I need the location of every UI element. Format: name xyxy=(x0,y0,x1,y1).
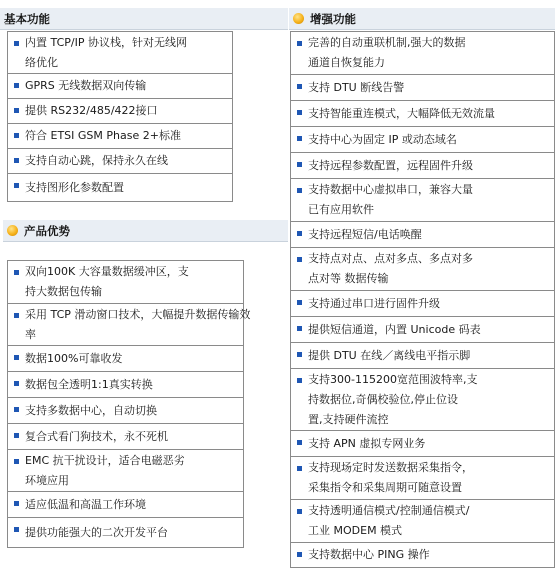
basic-section-title xyxy=(0,8,288,30)
bullet-icon xyxy=(297,41,302,46)
bullet-icon xyxy=(297,552,302,557)
bullet-icon xyxy=(297,110,302,115)
bullet-icon xyxy=(297,300,302,305)
list-item xyxy=(8,261,243,304)
list-item-text: 符合 ETSI GSM Phase 2+标准 xyxy=(25,129,181,142)
list-item-text: 提供短信通道，内置 Unicode 码表 xyxy=(308,322,481,336)
list-item xyxy=(8,518,243,547)
list-item-text: 提供 RS232/485/422接口 xyxy=(25,104,158,117)
list-item-text: 完善的自动重联机制,强大的数据 通道自恢复能力 xyxy=(308,36,466,69)
list-item-text: 支持多数据中心，自动切换 xyxy=(25,403,157,417)
bullet-icon xyxy=(297,257,302,262)
list-item-text: 数据100%可靠收发 xyxy=(25,351,123,365)
list-item xyxy=(8,304,251,346)
list-item-text: 支持数据中心虚拟串口，兼容大量 已有应用软件 xyxy=(308,183,473,216)
list-item xyxy=(291,369,554,431)
bullet-icon xyxy=(14,183,19,188)
bullet-icon xyxy=(297,509,302,514)
list-item xyxy=(8,450,243,492)
list-item xyxy=(8,74,232,99)
list-item xyxy=(8,398,243,424)
list-item-text: 支持图形化参数配置 xyxy=(25,180,124,194)
bullet-icon xyxy=(297,326,302,331)
basic-list xyxy=(7,31,233,202)
bullet-icon xyxy=(297,231,302,236)
list-item-text: GPRS 无线数据双向传输 xyxy=(25,79,147,92)
bullet-icon xyxy=(297,136,302,141)
basic-title-text: 基本功能 xyxy=(4,11,50,26)
list-item-text: 支持现场定时发送数据采集指令， 采集指令和采集周期可随意设置 xyxy=(308,461,473,494)
list-item-text: 支持智能重连模式，大幅降低无效流量 xyxy=(308,106,495,120)
bullet-icon xyxy=(297,188,302,193)
list-item-text: 提供功能强大的二次开发平台 xyxy=(25,525,168,539)
list-item xyxy=(291,317,554,343)
advantages-list xyxy=(7,260,251,548)
bullet-icon xyxy=(297,378,302,383)
list-item-text: 双向100K 大容量数据缓冲区，支 持大数据包传输 xyxy=(25,265,189,298)
list-item xyxy=(291,291,554,317)
list-item xyxy=(8,32,232,74)
bullet-icon xyxy=(14,459,19,464)
list-item-text: 支持数据中心 PING 操作 xyxy=(308,548,430,561)
bullet-icon xyxy=(14,433,19,438)
bullet-icon xyxy=(14,355,19,360)
list-item xyxy=(291,222,554,248)
list-item-text: 复合式看门狗技术，永不死机 xyxy=(25,429,168,443)
list-item xyxy=(291,500,554,543)
bullet-icon xyxy=(14,133,19,138)
bullet-icon xyxy=(14,158,19,163)
list-item-text: 支持远程参数配置，远程固件升级 xyxy=(308,158,473,172)
list-item-text: 适应低温和高温工作环境 xyxy=(25,497,146,511)
list-item-text: 数据包全透明1:1真实转换 xyxy=(25,377,153,391)
list-item-text: 提供 DTU 在线／离线电平指示脚 xyxy=(308,348,471,362)
bullet-icon xyxy=(14,501,19,506)
list-item-text: 支持自动心跳，保持永久在线 xyxy=(25,154,168,167)
bullet-icon xyxy=(297,466,302,471)
list-item xyxy=(291,248,554,291)
list-item xyxy=(291,543,554,567)
list-item xyxy=(291,457,554,500)
bullet-icon xyxy=(14,313,19,318)
list-item-text: 支持中心为固定 IP 或动态域名 xyxy=(308,132,457,146)
advantages-section-title xyxy=(3,220,288,242)
list-item-text: EMC 抗干扰设计，适合电磁恶劣 环境应用 xyxy=(25,453,185,487)
list-item xyxy=(291,32,554,75)
list-item xyxy=(8,492,243,518)
bullet-icon xyxy=(297,352,302,357)
list-item xyxy=(8,424,243,450)
list-item-text: 支持300-115200宽范围波特率,支 持数据位,奇偶校验位,停止位设 置,支持硬件流控 xyxy=(308,372,478,426)
list-item-text: 支持远程短信/电话唤醒 xyxy=(308,227,422,241)
list-item xyxy=(291,179,554,222)
bullet-icon xyxy=(14,41,19,46)
enhanced-list xyxy=(290,31,555,568)
list-item xyxy=(8,372,243,398)
list-item-text: 采用 TCP 滑动窗口技术，大幅提升数据传输效 率 xyxy=(25,307,251,341)
list-item xyxy=(8,174,232,201)
list-item-text: 支持通过串口进行固件升级 xyxy=(308,296,440,310)
list-item xyxy=(8,149,232,174)
list-item xyxy=(291,431,554,457)
list-item xyxy=(291,101,554,127)
enhanced-section-title xyxy=(289,8,555,30)
list-item-text: 支持 APN 虚拟专网业务 xyxy=(308,436,426,450)
bullet-icon xyxy=(14,381,19,386)
bullet-icon xyxy=(14,108,19,113)
list-item-text: 支持透明通信模式/控制通信模式/ 工业 MODEM 模式 xyxy=(308,504,470,537)
list-item xyxy=(8,124,232,149)
bullet-icon xyxy=(14,270,19,275)
list-item-text: 内置 TCP/IP 协议栈，针对无线网 络优化 xyxy=(25,35,187,69)
list-item xyxy=(291,75,554,101)
advantages-title-text: 产品优势 xyxy=(24,223,70,238)
bullet-icon xyxy=(297,440,302,445)
orange-dot-icon xyxy=(7,225,18,236)
list-item-text: 支持点对点、点对多点、多点对多 点对等 数据传输 xyxy=(308,252,473,285)
bullet-icon xyxy=(14,527,19,532)
list-item-text: 支持 DTU 断线告警 xyxy=(308,80,405,94)
list-item xyxy=(291,153,554,179)
list-item xyxy=(291,343,554,369)
orange-dot-icon xyxy=(293,13,304,24)
bullet-icon xyxy=(297,84,302,89)
list-item xyxy=(8,346,243,372)
bullet-icon xyxy=(14,407,19,412)
enhanced-title-text: 增强功能 xyxy=(310,11,356,26)
bullet-icon xyxy=(297,162,302,167)
list-item xyxy=(8,99,232,124)
bullet-icon xyxy=(14,83,19,88)
list-item xyxy=(291,127,554,153)
